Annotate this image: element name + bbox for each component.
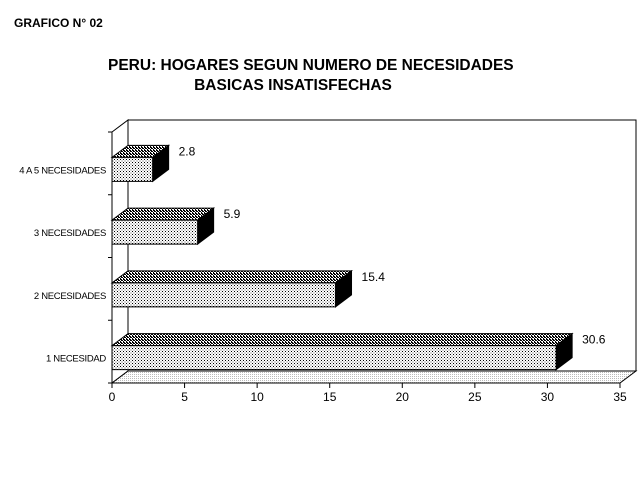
- data-label: 5.9: [223, 207, 241, 222]
- bar: [112, 271, 352, 307]
- bar-front-face: [112, 346, 556, 370]
- bar: [112, 334, 572, 370]
- bar: [112, 208, 214, 244]
- data-label: 15.4: [361, 269, 385, 284]
- y-tick-label: 4 A 5 NECESIDADES: [19, 165, 106, 177]
- bar-front-face: [112, 157, 153, 181]
- x-tick-label: 20: [395, 390, 409, 404]
- bar: [112, 145, 169, 181]
- data-label: 30.6: [582, 332, 606, 347]
- x-tick-label: 25: [468, 390, 482, 404]
- bar-top-face: [112, 208, 214, 220]
- y-tick-label: 3 NECESIDADES: [33, 228, 106, 240]
- bar-top-face: [112, 271, 352, 283]
- bar-front-face: [112, 283, 336, 307]
- bar-front-face: [112, 220, 198, 244]
- x-tick-label: 0: [108, 390, 116, 404]
- x-tick-label: 5: [181, 390, 188, 404]
- graph-number-label: GRAFICO N° 02: [14, 16, 103, 30]
- x-tick-label: 30: [540, 390, 555, 404]
- data-label: 2.8: [178, 144, 196, 159]
- x-tick-label: 10: [250, 390, 264, 404]
- x-tick-label: 15: [323, 390, 337, 404]
- bar-top-face: [112, 334, 572, 346]
- y-tick-label: 1 NECESIDAD: [45, 353, 106, 365]
- y-tick-label: 2 NECESIDADES: [33, 290, 106, 302]
- x-tick-label: 35: [613, 390, 627, 404]
- chart-title-line-1: PERU: HOGARES SEGUN NUMERO DE NECESIDADES: [108, 57, 514, 74]
- chart-title-line-2: BASICAS INSATISFECHAS: [194, 77, 392, 94]
- floor: [112, 371, 636, 383]
